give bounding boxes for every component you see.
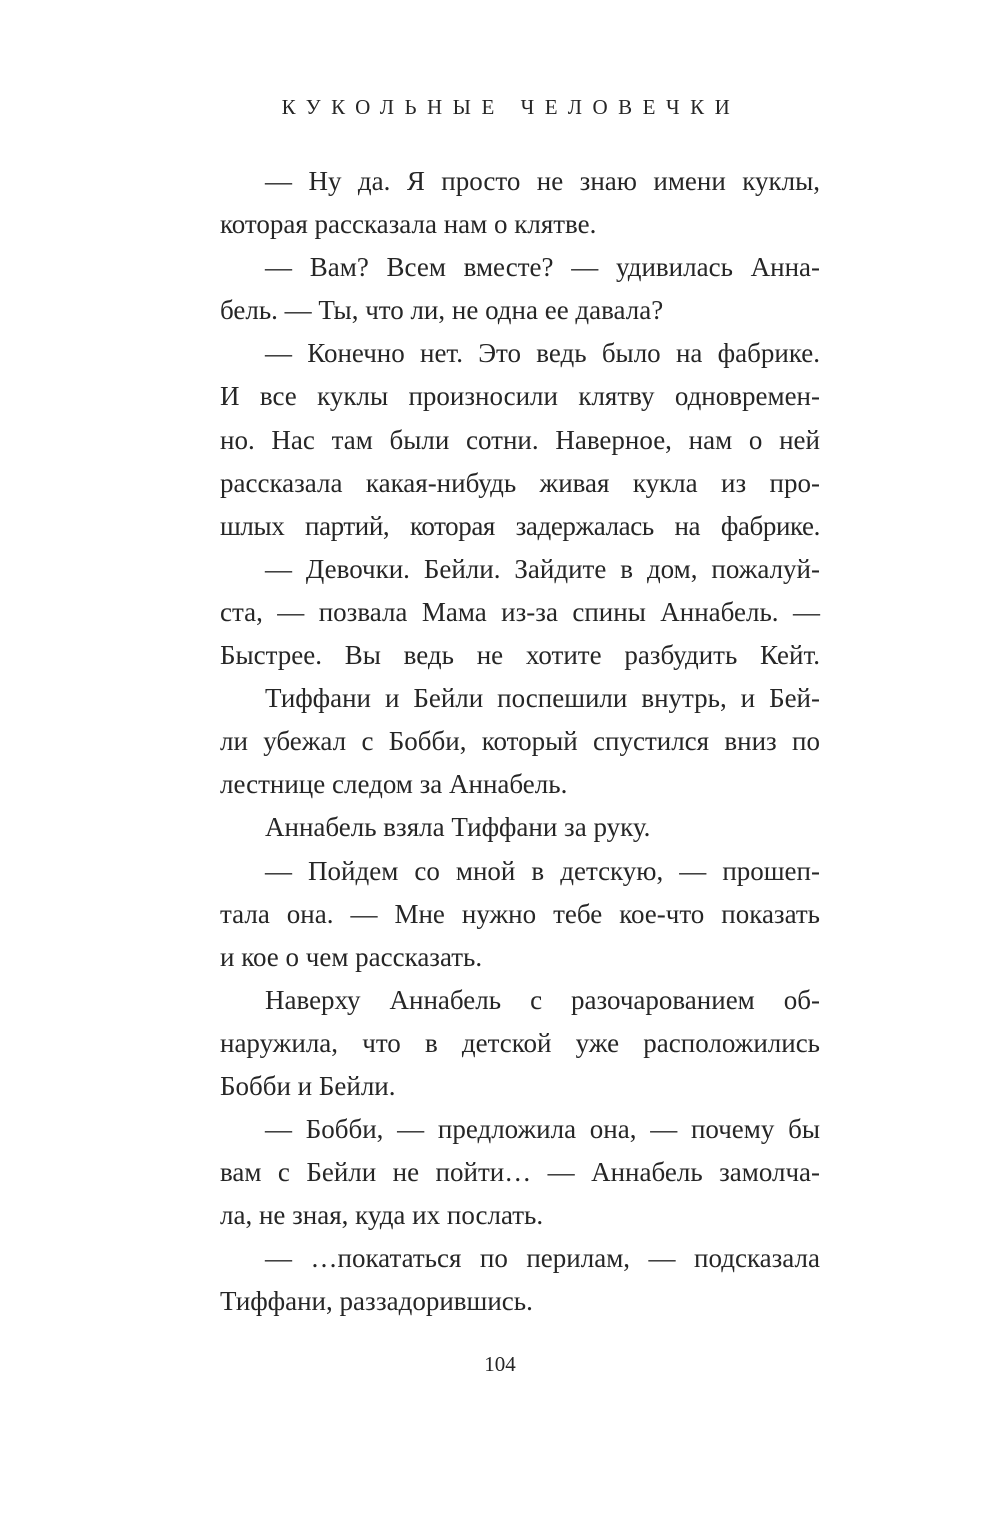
text-line: — Конечно нет. Это ведь было на фабрике. xyxy=(265,338,820,369)
text-line: ли убежал с Бобби, который спустился вниз по xyxy=(220,726,820,757)
text-line: И все куклы произносили клятву одновремен- xyxy=(220,381,820,412)
text-line: но. Нас там были сотни. Наверное, нам о ней xyxy=(220,424,820,455)
text-line: вам с Бейли не пойти… — Аннабель замолча- xyxy=(220,1157,820,1188)
text-line: Быстрее. Вы ведь не хотите разбудить Кейт. xyxy=(220,640,820,671)
text-line: и кое о чем рассказать. xyxy=(220,941,483,972)
text-line: наружила, что в детской уже расположились xyxy=(220,1027,820,1058)
text-line: — Бобби, — предложила она, — почему бы xyxy=(265,1114,820,1145)
text-line: рассказала какая-нибудь живая кукла из про- xyxy=(220,467,820,498)
text-line: — …покататься по перилам, — подсказала xyxy=(265,1243,820,1274)
text-line: Наверху Аннабель с разочарованием об- xyxy=(265,984,820,1015)
text-line: тала она. — Мне нужно тебе кое-что показать xyxy=(220,898,820,929)
text-line: шлых партий, которая задержалась на фабрике. xyxy=(220,510,820,541)
text-line: бель. — Ты, что ли, не одна ее давала? xyxy=(220,295,664,326)
text-line: Бобби и Бейли. xyxy=(220,1070,396,1101)
text-line: ста, — позвала Мама из-за спины Аннабель. — xyxy=(220,596,820,627)
text-line: — Девочки. Бейли. Зайдите в дом, пожалуй- xyxy=(265,553,820,584)
text-line: ла, не зная, куда их послать. xyxy=(220,1200,544,1231)
text-line: — Ну да. Я просто не знаю имени куклы, xyxy=(265,166,820,196)
text-line: Тиффани, раззадорившись. xyxy=(220,1286,533,1317)
running-head: КУКОЛЬНЫЕ ЧЕЛОВЕЧКИ xyxy=(281,95,741,119)
text-line: — Пойдем со мной в детскую, — прошеп- xyxy=(265,855,820,886)
text-line: Аннабель взяла Тиффани за руку. xyxy=(265,812,651,843)
text-line: которая рассказала нам о клятве. xyxy=(220,209,597,240)
text-line: Тиффани и Бейли поспешили внутрь, и Бей- xyxy=(265,683,820,714)
text-line: — Вам? Всем вместе? — удивилась Анна- xyxy=(265,252,820,283)
page-number: 104 xyxy=(484,1352,516,1376)
body-text xyxy=(220,160,820,1324)
text-line: лестнице следом за Аннабель. xyxy=(220,769,568,800)
